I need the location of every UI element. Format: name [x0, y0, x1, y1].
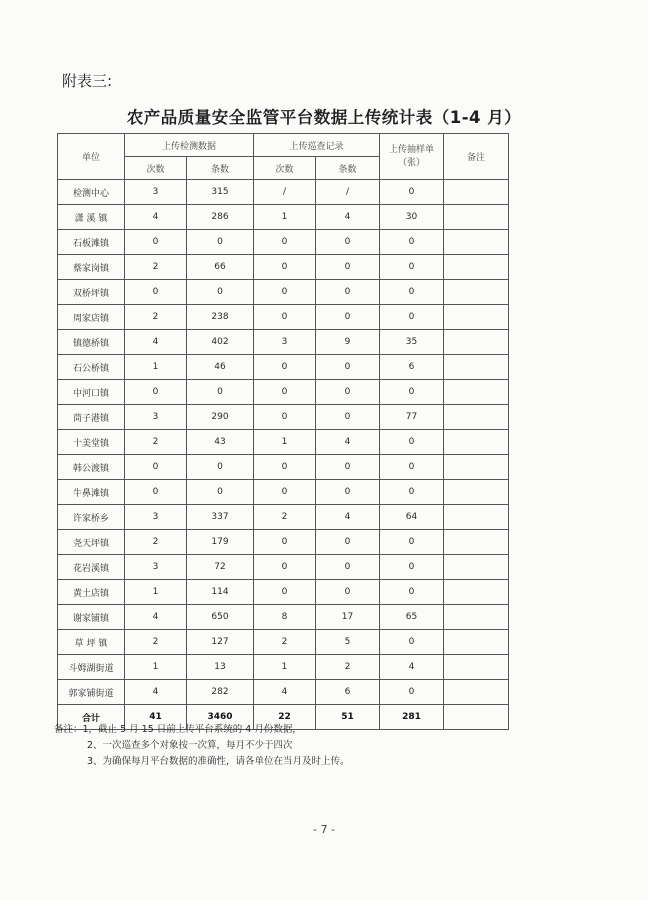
cell-patrol-count: 4	[316, 205, 380, 230]
header-patrol-count: 条数	[316, 157, 380, 180]
cell-patrol-count: 17	[316, 605, 380, 630]
cell-patrol-count: 0	[316, 380, 380, 405]
table-row	[58, 430, 509, 455]
total-cell-patrol-times: 22	[254, 705, 316, 730]
header-test-times: 次数	[125, 157, 187, 180]
table-row	[58, 680, 509, 705]
cell-test-count: 286	[187, 205, 254, 230]
cell-samples: 64	[380, 505, 444, 530]
cell-patrol-times: 1	[254, 655, 316, 680]
cell-remark	[444, 280, 509, 305]
cell-remark	[444, 580, 509, 605]
cell-unit: 谢家铺镇	[58, 605, 125, 630]
cell-patrol-count: 0	[316, 555, 380, 580]
cell-patrol-count: /	[316, 180, 380, 205]
table-row	[58, 505, 509, 530]
cell-test-count: 72	[187, 555, 254, 580]
cell-patrol-count: 4	[316, 505, 380, 530]
cell-patrol-times: 3	[254, 330, 316, 355]
cell-samples: 0	[380, 555, 444, 580]
cell-test-count: 13	[187, 655, 254, 680]
cell-test-times: 3	[125, 405, 187, 430]
cell-unit: 周家店镇	[58, 305, 125, 330]
cell-test-times: 0	[125, 280, 187, 305]
statistics-table	[57, 133, 509, 730]
header-upload-patrol: 上传巡查记录	[254, 134, 380, 157]
cell-unit: 十美堂镇	[58, 430, 125, 455]
cell-test-times: 2	[125, 530, 187, 555]
cell-patrol-count: 0	[316, 255, 380, 280]
cell-remark	[444, 405, 509, 430]
notes	[54, 722, 350, 770]
cell-patrol-times: 0	[254, 355, 316, 380]
header-unit: 单位	[58, 134, 125, 180]
cell-unit: 双桥坪镇	[58, 280, 125, 305]
cell-remark	[444, 355, 509, 380]
cell-unit: 蔡家岗镇	[58, 255, 125, 280]
cell-unit: 尧天坪镇	[58, 530, 125, 555]
cell-remark	[444, 230, 509, 255]
cell-samples: 4	[380, 655, 444, 680]
cell-test-count: 0	[187, 455, 254, 480]
cell-unit: 牛鼻滩镇	[58, 480, 125, 505]
table-row	[58, 405, 509, 430]
header-test-count: 条数	[187, 157, 254, 180]
cell-test-times: 2	[125, 630, 187, 655]
table-row	[58, 380, 509, 405]
cell-test-times: 0	[125, 455, 187, 480]
cell-patrol-times: 0	[254, 530, 316, 555]
cell-unit: 石板滩镇	[58, 230, 125, 255]
cell-samples: 0	[380, 280, 444, 305]
cell-test-times: 4	[125, 605, 187, 630]
page-number: - 7 -	[313, 823, 335, 836]
cell-unit: 镇德桥镇	[58, 330, 125, 355]
cell-patrol-times: 0	[254, 580, 316, 605]
cell-test-times: 2	[125, 305, 187, 330]
cell-patrol-count: 9	[316, 330, 380, 355]
table-row	[58, 630, 509, 655]
cell-samples: 0	[380, 680, 444, 705]
table-row	[58, 480, 509, 505]
cell-remark	[444, 680, 509, 705]
table-row	[58, 605, 509, 630]
header-upload-sample: 上传抽样单（张）	[380, 134, 444, 180]
cell-samples: 0	[380, 305, 444, 330]
cell-unit: 检测中心	[58, 180, 125, 205]
table-row	[58, 205, 509, 230]
cell-test-times: 0	[125, 230, 187, 255]
table-row	[58, 305, 509, 330]
cell-test-count: 315	[187, 180, 254, 205]
cell-remark	[444, 530, 509, 555]
cell-remark	[444, 380, 509, 405]
cell-patrol-count: 0	[316, 455, 380, 480]
cell-remark	[444, 630, 509, 655]
cell-patrol-count: 0	[316, 355, 380, 380]
cell-unit: 潇 溪 镇	[58, 205, 125, 230]
cell-test-count: 282	[187, 680, 254, 705]
table-row	[58, 180, 509, 205]
total-cell-samples: 281	[380, 705, 444, 730]
cell-remark	[444, 505, 509, 530]
cell-patrol-times: 0	[254, 305, 316, 330]
table-row	[58, 655, 509, 680]
cell-samples: 0	[380, 230, 444, 255]
cell-test-count: 402	[187, 330, 254, 355]
cell-test-count: 0	[187, 480, 254, 505]
cell-patrol-count: 0	[316, 280, 380, 305]
cell-patrol-times: /	[254, 180, 316, 205]
table-row	[58, 530, 509, 555]
header-upload-test: 上传检测数据	[125, 134, 254, 157]
table-row	[58, 455, 509, 480]
cell-samples: 0	[380, 455, 444, 480]
cell-patrol-times: 2	[254, 505, 316, 530]
cell-remark	[444, 455, 509, 480]
cell-test-count: 238	[187, 305, 254, 330]
cell-remark	[444, 330, 509, 355]
table-row	[58, 230, 509, 255]
cell-remark	[444, 305, 509, 330]
cell-test-times: 3	[125, 555, 187, 580]
cell-samples: 65	[380, 605, 444, 630]
cell-patrol-count: 0	[316, 530, 380, 555]
cell-patrol-count: 5	[316, 630, 380, 655]
cell-patrol-count: 0	[316, 480, 380, 505]
cell-samples: 0	[380, 530, 444, 555]
cell-test-times: 3	[125, 180, 187, 205]
total-cell-unit: 合计	[58, 705, 125, 730]
cell-patrol-times: 2	[254, 630, 316, 655]
cell-patrol-count: 0	[316, 230, 380, 255]
cell-remark	[444, 205, 509, 230]
cell-remark	[444, 605, 509, 630]
cell-samples: 35	[380, 330, 444, 355]
total-cell-test-count: 3460	[187, 705, 254, 730]
cell-patrol-count: 0	[316, 305, 380, 330]
header-row-1	[58, 134, 509, 157]
table-row	[58, 555, 509, 580]
total-cell-test-times: 41	[125, 705, 187, 730]
header-remarks: 备注	[444, 134, 509, 180]
cell-samples: 0	[380, 580, 444, 605]
cell-test-count: 337	[187, 505, 254, 530]
cell-patrol-times: 0	[254, 405, 316, 430]
cell-patrol-times: 0	[254, 255, 316, 280]
cell-test-count: 0	[187, 380, 254, 405]
cell-test-times: 2	[125, 430, 187, 455]
cell-patrol-times: 0	[254, 230, 316, 255]
cell-test-count: 114	[187, 580, 254, 605]
cell-patrol-times: 4	[254, 680, 316, 705]
cell-patrol-count: 2	[316, 655, 380, 680]
cell-remark	[444, 430, 509, 455]
cell-test-count: 290	[187, 405, 254, 430]
table-row	[58, 580, 509, 605]
cell-test-times: 0	[125, 480, 187, 505]
cell-test-times: 1	[125, 580, 187, 605]
cell-samples: 6	[380, 355, 444, 380]
cell-remark	[444, 480, 509, 505]
cell-samples: 0	[380, 255, 444, 280]
cell-test-times: 4	[125, 330, 187, 355]
cell-samples: 30	[380, 205, 444, 230]
cell-patrol-count: 4	[316, 430, 380, 455]
note-line-1: 备注：1，截止 5 月 15 日前上传平台系统的 4 月份数据，	[54, 724, 302, 735]
cell-unit: 韩公渡镇	[58, 455, 125, 480]
cell-test-times: 0	[125, 380, 187, 405]
cell-unit: 许家桥乡	[58, 505, 125, 530]
table-row	[58, 355, 509, 380]
cell-test-count: 650	[187, 605, 254, 630]
cell-samples: 0	[380, 480, 444, 505]
cell-unit: 黄土店镇	[58, 580, 125, 605]
cell-patrol-times: 1	[254, 430, 316, 455]
note-line-2: 2、一次巡查多个对象按一次算，每月不少于四次	[87, 740, 293, 751]
cell-remark	[444, 655, 509, 680]
cell-test-times: 3	[125, 505, 187, 530]
cell-samples: 0	[380, 430, 444, 455]
header-patrol-times: 次数	[254, 157, 316, 180]
page-title: 农产品质量安全监管平台数据上传统计表（1-4 月）	[126, 108, 522, 127]
cell-unit: 斗姆湖街道	[58, 655, 125, 680]
cell-test-count: 46	[187, 355, 254, 380]
cell-test-count: 127	[187, 630, 254, 655]
total-cell-patrol-count: 51	[316, 705, 380, 730]
cell-unit: 草 坪 镇	[58, 630, 125, 655]
cell-samples: 0	[380, 630, 444, 655]
cell-unit: 郭家铺街道	[58, 680, 125, 705]
cell-patrol-times: 0	[254, 455, 316, 480]
cell-patrol-times: 0	[254, 280, 316, 305]
table-row	[58, 330, 509, 355]
table-row	[58, 255, 509, 280]
cell-unit: 石公桥镇	[58, 355, 125, 380]
cell-remark	[444, 255, 509, 280]
cell-patrol-times: 1	[254, 205, 316, 230]
cell-remark	[444, 180, 509, 205]
cell-patrol-count: 6	[316, 680, 380, 705]
cell-test-times: 4	[125, 680, 187, 705]
table-row	[58, 280, 509, 305]
cell-samples: 0	[380, 380, 444, 405]
cell-test-count: 66	[187, 255, 254, 280]
cell-patrol-times: 8	[254, 605, 316, 630]
note-line-3: 3、为确保每月平台数据的准确性，请各单位在当月及时上传。	[87, 756, 350, 767]
cell-test-times: 1	[125, 655, 187, 680]
cell-patrol-times: 0	[254, 480, 316, 505]
appendix-label: 附表三:	[62, 72, 113, 90]
cell-patrol-times: 0	[254, 380, 316, 405]
cell-test-count: 43	[187, 430, 254, 455]
cell-unit: 花岩溪镇	[58, 555, 125, 580]
cell-unit: 茼子港镇	[58, 405, 125, 430]
cell-unit: 中河口镇	[58, 380, 125, 405]
cell-remark	[444, 555, 509, 580]
cell-test-count: 179	[187, 530, 254, 555]
cell-test-times: 4	[125, 205, 187, 230]
cell-patrol-count: 0	[316, 405, 380, 430]
cell-test-count: 0	[187, 280, 254, 305]
cell-samples: 77	[380, 405, 444, 430]
total-cell-remark	[444, 705, 509, 730]
cell-patrol-count: 0	[316, 580, 380, 605]
cell-test-times: 1	[125, 355, 187, 380]
cell-test-times: 2	[125, 255, 187, 280]
cell-test-count: 0	[187, 230, 254, 255]
cell-samples: 0	[380, 180, 444, 205]
cell-patrol-times: 0	[254, 555, 316, 580]
